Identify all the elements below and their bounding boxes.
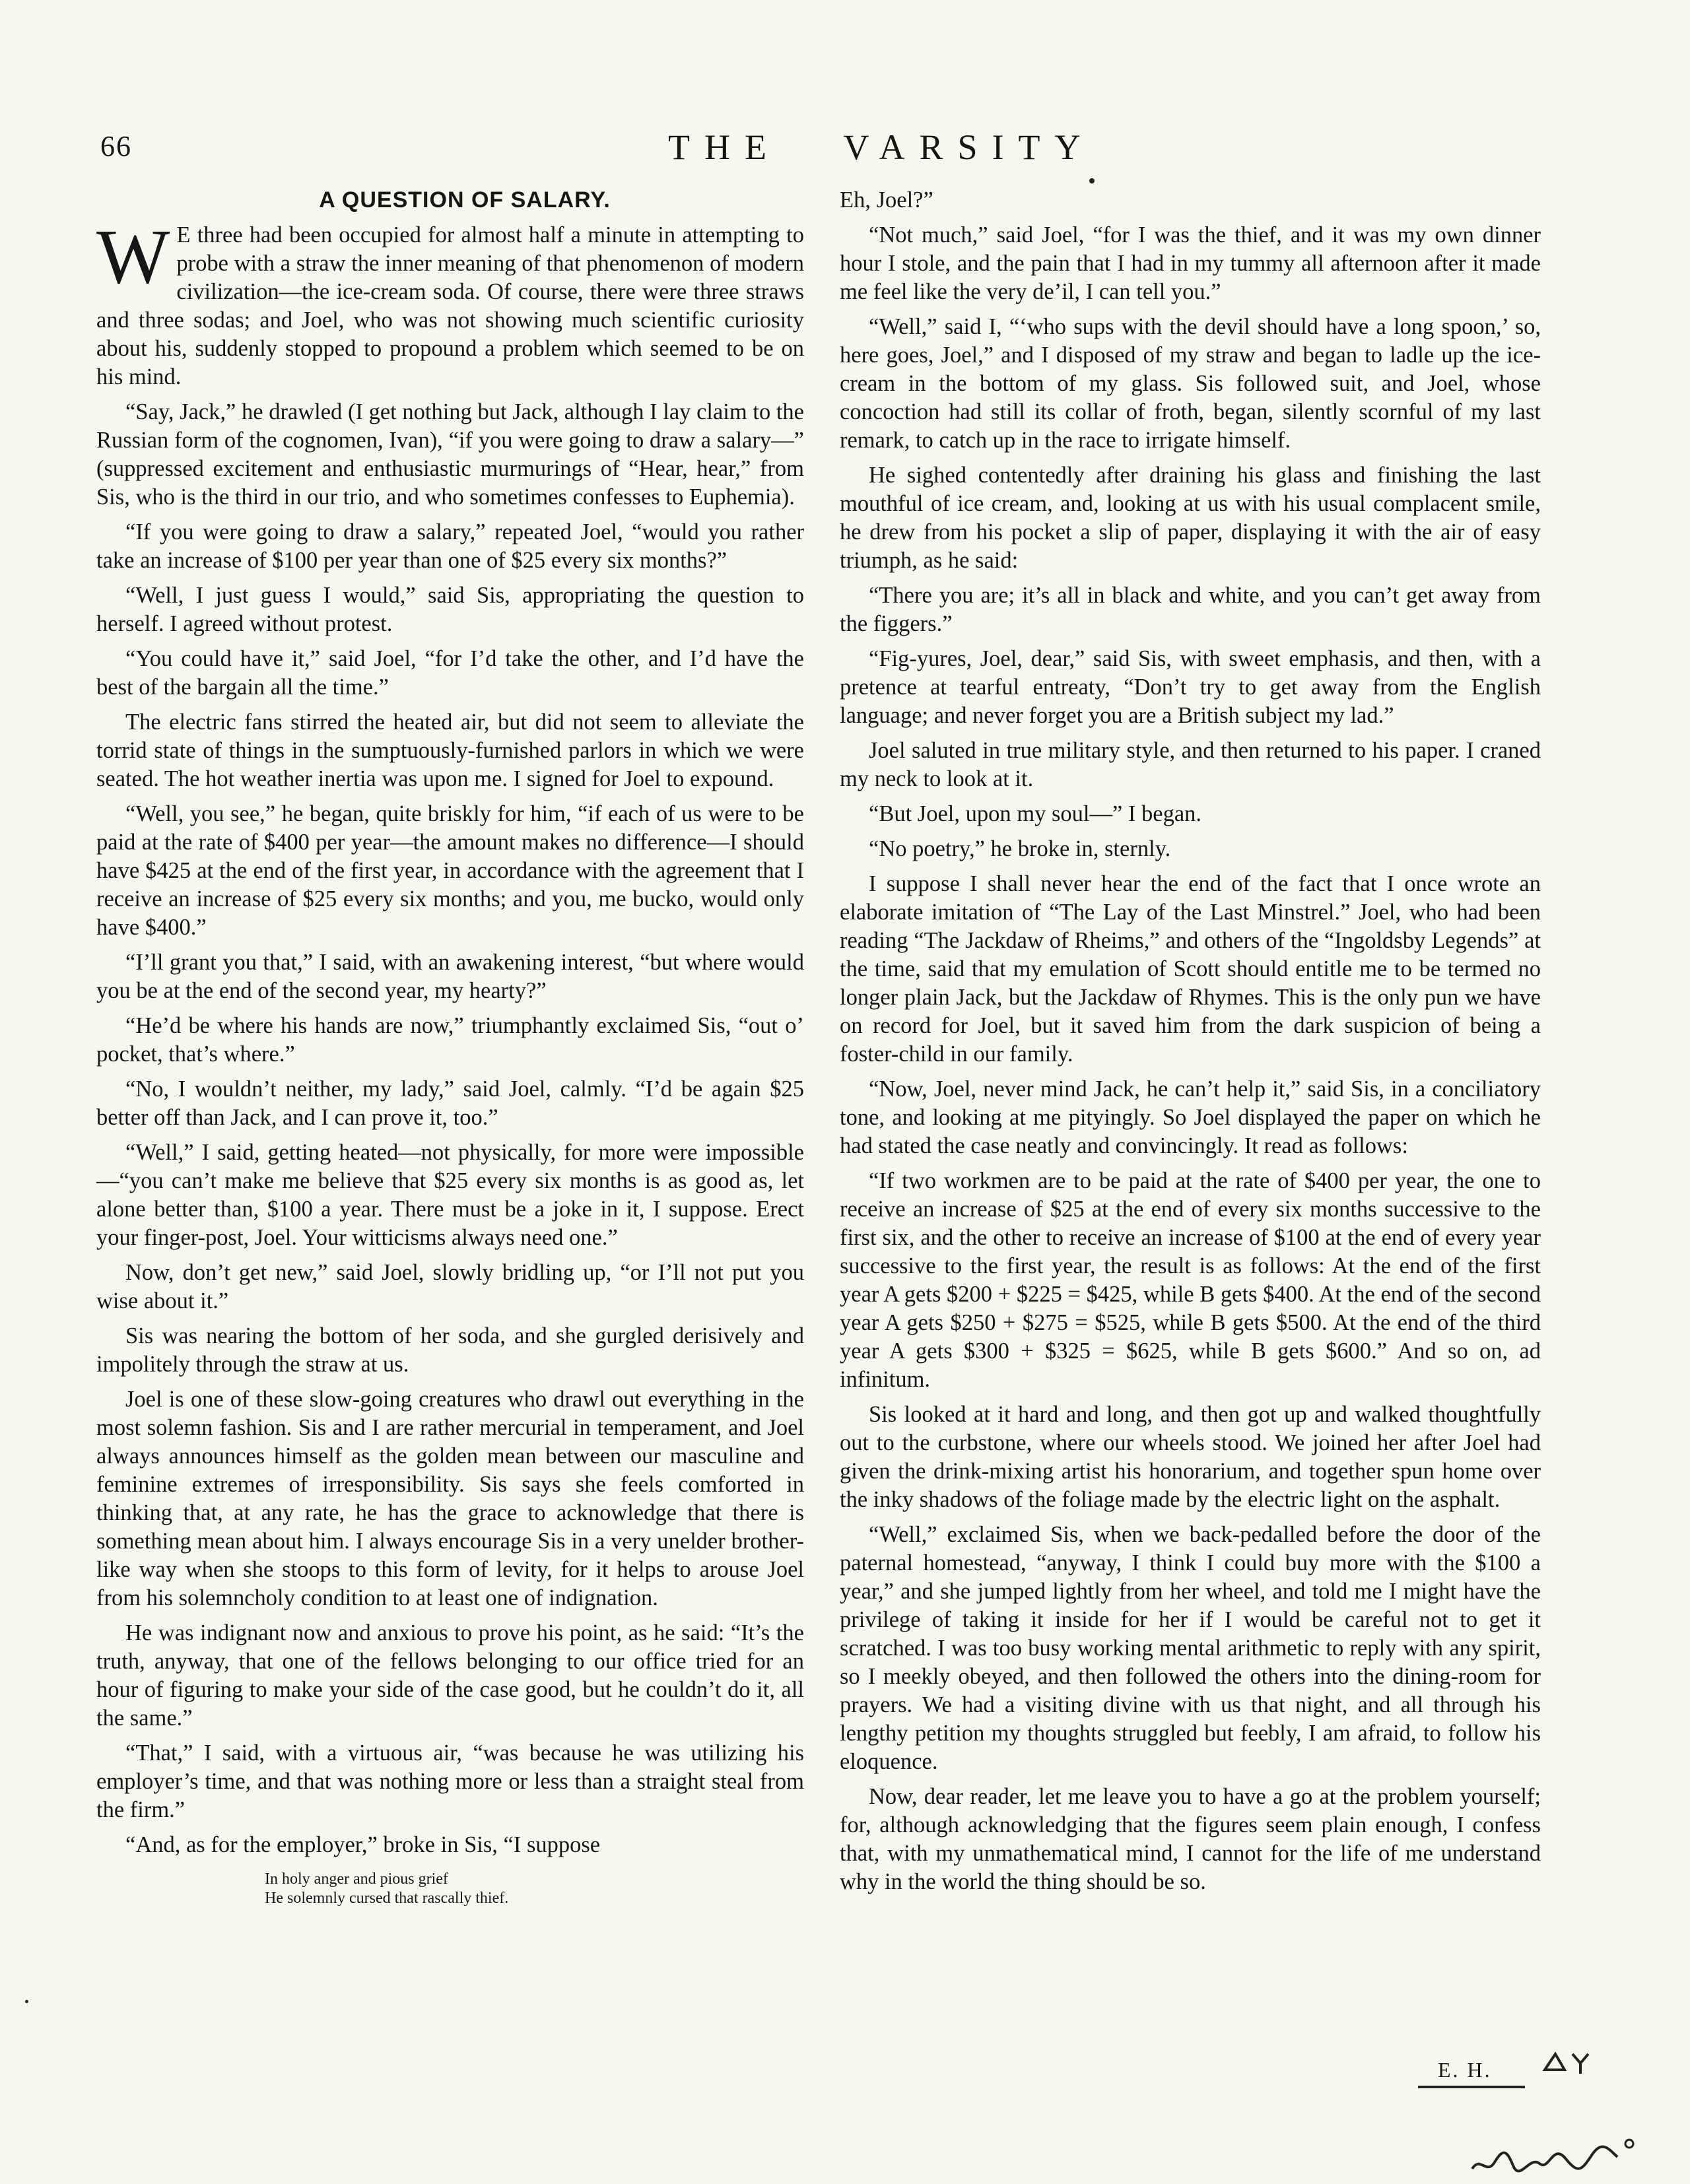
paragraph: Now, dear reader, let me leave you to have a go at the problem yourself; for, although acknowledging that the figures seem plain enough, I confess that, with my unmathematical mind, I cannot for the life of me understand why in the world the thing should be so. — [840, 1784, 1541, 1894]
paragraph: Sis looked at it hard and long, and then got up and walked thoughtfully out to the curbstone, where our wheels stood. We joined her after Joel had given the drink-mixing artist his honorarium, and together spun home over the inky shadows of the foliage made by the electric light on the asphalt. — [840, 1402, 1541, 1512]
paragraph: The electric fans stirred the heated air, but did not seem to alleviate the torrid state of things in the sumptuously-furnished parlors in which we were seated. The hot weather inertia was upon me. I signed for Joel to expound. — [96, 710, 804, 791]
paragraph: “Now, Joel, never mind Jack, he can’t help it,” said Sis, in a conciliatory tone, and looking at me pityingly. So Joel displayed the paper on which he had stated the case neatly and convincingly. It read as follows: — [840, 1076, 1541, 1158]
paragraph: “There you are; it’s all in black and white, and you can’t get away from the figgers.” — [840, 583, 1541, 636]
verse-quote — [265, 1870, 804, 1908]
paragraph: Now, don’t get new,” said Joel, slowly bridling up, “or I’ll not put you wise about it.” — [96, 1260, 804, 1313]
paragraph: Eh, Joel?” — [840, 187, 933, 213]
right-column — [840, 186, 1541, 1903]
paragraph: “No poetry,” he broke in, sternly. — [869, 836, 1171, 861]
paragraph: “Well, you see,” he began, quite briskly for him, “if each of us were to be paid at the rate of $400 per year—the amount makes no difference—I should have $425 at the end of the first year, in accordance with the agreement that I receive an increase of $25 every six months; and you, me bucko, would only have $400.” — [96, 801, 804, 940]
paragraph: “If you were going to draw a salary,” repeated Joel, “would you rather take an increase of $100 per year than one of $25 every six months?” — [96, 519, 804, 573]
print-speck — [1089, 178, 1095, 183]
paragraph: He sighed contentedly after draining his glass and finishing the last mouthful of ice cream, and, looking at us with his usual complacent smile, he drew from his pocket a slip of paper, displaying it with the air of easy triumph, as he said: — [840, 463, 1541, 573]
paragraph: “If two workmen are to be paid at the rate of $400 per year, the one to receive an increase of $25 at the end of every six months successive to the first six, and the other to receive an increase of $100 at the end of every year successive to the first year, the result is as follows: At the end of the first year A gets $200 + $225 = $425, while B gets $400. At the end of the second year A gets $250 + $275 = $525, while B gets $500. At the end of the third year A gets $300 + $325 = $625, while B gets $600.” And so on, ad infinitum. — [840, 1168, 1541, 1392]
paragraph: “You could have it,” said Joel, “for I’d take the other, and I’d have the best of the bargain all the time.” — [96, 646, 804, 700]
print-speck — [25, 2000, 28, 2003]
left-paragraphs — [96, 398, 804, 1859]
paragraph: I suppose I shall never hear the end of the fact that I once wrote an elaborate imitation of “The Lay of the Last Minstrel.” Joel, who had been reading “The Jackdaw of Rheims,” and others of the “Ingoldsby Legends” at the time, said that my emulation of Scott should entitle me to be termed no longer plain Jack, but the Jackdaw of Rhymes. This is the only pun we have on record for Joel, but it saved him from the dark suspicion of being a foster-child in our family. — [840, 871, 1541, 1067]
paragraph: “But Joel, upon my soul—” I began. — [869, 801, 1202, 826]
paragraph: He was indignant now and anxious to prove his point, as he said: “It’s the truth, anyway, that one of the fellows belonging to our office tried for an hour of figuring to make your side of the case good, but he couldn’t do it, all the same.” — [96, 1620, 804, 1731]
paragraph: Sis was nearing the bottom of her soda, and she gurgled derisively and impolitely through the straw at us. — [96, 1323, 804, 1377]
author-signature: E. H. — [1438, 2058, 1492, 2082]
paragraph: “Fig-yures, Joel, dear,” said Sis, with sweet emphasis, and then, with a pretence at tearful entreaty, “Don’t try to get away from the English language; and never forget you are a British subject my lad.” — [840, 646, 1541, 728]
right-paragraphs — [840, 186, 1541, 1896]
paragraph: “Well, I just guess I would,” said Sis, appropriating the question to herself. I agreed without protest. — [96, 583, 804, 636]
paragraph: “I’ll grant you that,” I said, with an awakening interest, “but where would you be at the end of the second year, my hearty?” — [96, 950, 804, 1003]
paragraph: “And, as for the employer,” broke in Sis, “I suppose — [125, 1832, 601, 1857]
handwritten-scrawl — [1467, 2129, 1639, 2182]
paragraph: “Well,” I said, getting heated—not physically, for more were impossible—“you can’t make me believe that $25 every six months is as good as, let alone better than, $100 a year. There must be a joke in it, I suppose. Erect your finger-post, Joel. Your witticisms always need one.” — [96, 1140, 804, 1250]
paragraph: “That,” I said, with a virtuous air, “was because he was utilizing his employer’s time, and that was nothing more or less than a straight steal from the firm.” — [96, 1740, 804, 1822]
paragraph: “Well,” said I, “‘who sups with the devil should have a long spoon,’ so, here goes, Joel,” and I disposed of my straw and began to ladle up the ice-cream in the bottom of my glass. Sis followed suit, and Joel, whose concoction had still its collar of froth, began, silently scornful of my last remark, to catch up in the race to irrigate himself. — [840, 314, 1541, 453]
article-title: A QUESTION OF SALARY. — [319, 187, 611, 213]
paragraph: “He’d be where his hands are now,” triumphantly exclaimed Sis, “out o’ pocket, that’s where.” — [96, 1013, 804, 1067]
drop-cap: W — [96, 213, 170, 300]
signature-rule — [1418, 2086, 1525, 2088]
paragraph: “Not much,” said Joel, “for I was the thief, and it was my own dinner hour I stole, and the pain that I had in my tummy all afternoon after it made me feel like the very de’il, I can tell you.” — [840, 222, 1541, 304]
verse-line: In holy anger and pious grief — [265, 1870, 448, 1888]
paragraph: Joel is one of these slow-going creatures who drawl out everything in the most solemn fashion. Sis and I are rather mercurial in temperament, and Joel always announces himself as the golden mean between our masculine and feminine extremes of irresponsibility. Sis says she feels comforted in thinking that, at any rate, he has the grace to acknowledge that there is something mean about him. I always encourage Sis in a very unelder brother-like way when she stoops to this form of levity, for it helps to arouse Joel from his solemncholy condition to at least one of indignation. — [96, 1387, 804, 1610]
paragraph: “No, I wouldn’t neither, my lady,” said Joel, calmly. “I’d be again $25 better off than Jack, and I can prove it, too.” — [96, 1076, 804, 1130]
first-paragraph — [96, 213, 804, 391]
handwritten-mark — [1538, 2045, 1611, 2078]
page-number: 66 — [100, 130, 132, 162]
left-column — [96, 186, 804, 1908]
paragraph: Joel saluted in true military style, and then returned to his paper. I craned my neck to look at it. — [840, 738, 1541, 791]
paragraph: “Well,” exclaimed Sis, when we back-pedalled before the door of the paternal homestead, “anyway, I think I could buy more with the $100 a year,” and she jumped lightly from her wheel, and told me I might have the privilege of taking it inside for her if I would be careful not to get it scratched. I was too busy working mental arithmetic to reply with any spirit, so I meekly obeyed, and then followed the others into the dining-room for prayers. We had a visiting divine with us that night, and all through his lengthy petition my thoughts struggled but feebly, I am afraid, to follow his eloquence. — [840, 1522, 1541, 1774]
paragraph: “Say, Jack,” he drawled (I get nothing but Jack, although I lay claim to the Russian form of the cognomen, Ivan), “if you were going to draw a salary—” (suppressed excitement and enthusiastic murmurings of “Hear, hear,” from Sis, who is the third in our trio, and who sometimes confesses to Euphemia). — [96, 399, 804, 510]
first-paragraph-text: E three had been occupied for almost half a minute in attempting to probe with a straw the inner meaning of that phenomenon of modern civilization—the ice-cream soda. Of course, there were three straws and three sodas; and Joel, who was not showing much scientific curiosity about his, suddenly stopped to propound a problem which seemed to be on his mind. — [96, 222, 804, 389]
verse-line: He solemnly cursed that rascally thief. — [265, 1890, 509, 1907]
masthead-title: THE VARSITY — [668, 127, 1095, 167]
